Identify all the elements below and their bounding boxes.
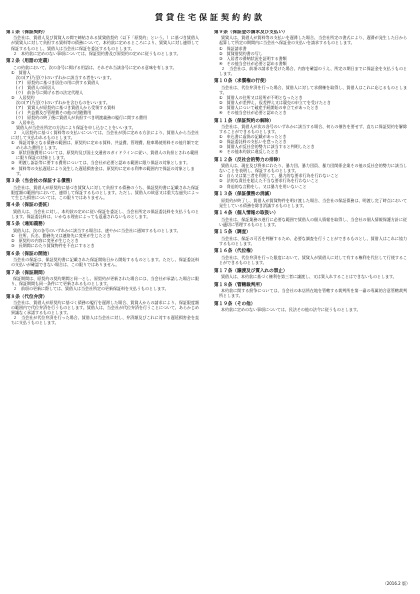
article-paragraph: 賃借人は、現在及び将来にわたり、暴力団、暴力団員、暴力団関係企業その他の反社会的勢力に該当しないことを表明し、保証するものとします。 xyxy=(219,163,407,174)
article-paragraph: 保証期間は、原契約の契約期間と同一とし、原契約が更新された場合には、当会社が承諾した場合に限り、保証期間も同一条件にて更新されるものとします。 xyxy=(11,276,199,287)
article-section xyxy=(6,295,199,326)
article-paragraph: この約款において、次の各号に掲げる用語は、それぞれ当該各号に定める意味を有します。 xyxy=(13,64,177,70)
article-item: ① 賃借人 xyxy=(11,69,31,75)
article-heading: 第１５条（調査） xyxy=(214,230,251,236)
article-item: ④ その他当会社が必要と認めたとき xyxy=(219,110,287,116)
article-paragraph: 当会社は、代位弁済を行った限度において、賃貸人が賃借人に対して有する権利を代位して行使することができるものとします。 xyxy=(219,254,407,265)
article-heading: 第１６条（代位権） xyxy=(214,249,256,255)
article-item: ① 住所、氏名、勤務先又は連絡先に変更が生じたとき xyxy=(11,232,111,238)
article-paragraph: ２ 本約款に定めのない事項については、保証契約書及び原契約の定めに従うものとします。 xyxy=(13,50,181,56)
article-section xyxy=(6,30,199,56)
article-heading: 第３条（当会社の保証する債務） xyxy=(6,179,75,185)
article-subitem: (ウ) 原契約の終了後に賃借人が負担すべき明渡義務の履行に関する費用 xyxy=(16,115,148,121)
article-subitem: 賃借人が当会社所定の方法により保証を申し込むことをいいます。 xyxy=(16,125,136,131)
article-paragraph: 賃借人は、次の各号のいずれかに該当する場合は、速やかに当会社に通知するものとします。 xyxy=(13,227,181,233)
article-subitem: (イ) 賃借人の同居人 xyxy=(16,84,56,90)
article-section xyxy=(214,269,407,279)
article-heading: 第６条（保証の開始） xyxy=(6,251,52,257)
article-item: ① 自ら又は第三者を利用して、暴力的な要求行為を行わないこと xyxy=(219,173,339,179)
article-item: ④ その他本約款に違反したとき xyxy=(219,149,279,155)
article-item: ① 保証請求書 xyxy=(219,45,247,51)
article-paragraph: 当会社の保証は、保証契約書に記載された保証開始日から開始するものとします。ただし、保証委託料の支払いが確認できない場合は、この限りではありません。 xyxy=(11,257,199,268)
article-paragraph: 本約款に定めのない事項については、民法その他の法令に従うものとします。 xyxy=(221,307,361,313)
article-subitem: 次の(ア)乃至(ウ)のいずれかに該当する者をいいます。 xyxy=(16,74,114,80)
article-heading: 第１３条（保証債務の消滅） xyxy=(214,192,274,198)
article-heading: 第７条（保証期間） xyxy=(6,270,48,276)
article-paragraph: 当会社は、保証の可否を判断するため、必要な調査を行うことができるものとし、賃借人はこれに協力するものとします。 xyxy=(219,235,407,246)
article-item: ① 賃借人の住所又は居所が不明となったとき xyxy=(219,94,303,100)
article-heading: 第１０条（求償権の行使） xyxy=(214,79,270,85)
article-heading: 第４条（保証の委託） xyxy=(6,203,52,209)
article-section xyxy=(6,179,199,200)
article-paragraph: 賃借人は、本約款に基づく権利を第三者に譲渡し、又は質入れすることはできないものとします。 xyxy=(221,273,397,279)
article-paragraph: 賃借人は、当会社に対し、本約款の定めに従い保証を委託し、当会社所定の保証委託料を支払うものとします。保証委託料は、いかなる理由によっても返還されないものとします。 xyxy=(11,208,199,219)
article-section xyxy=(214,302,407,312)
article-paragraph: ２ 当会社は、前項の請求を受けた場合、内容を確認のうえ、所定の期日までに保証金を支払うものとします。 xyxy=(219,65,407,76)
article-section xyxy=(214,158,407,189)
article-section xyxy=(214,283,407,299)
article-subitem: (ア) 賃貸人が原契約に基づき賃借人から受領する賃料 xyxy=(16,104,116,110)
article-paragraph: 原契約が終了し、賃借人が賃貸物件を明け渡した場合、当会社の保証債務は、明渡し完了時点において発生している債務を除き消滅するものとします。 xyxy=(219,197,407,208)
article-item: ② 法的な責任を超えた不当な要求行為を行わないこと xyxy=(219,178,319,184)
article-item: ① 申込書に虚偽の記載があったとき xyxy=(219,134,287,140)
article-paragraph: 当会社は、代位弁済を行った場合、賃借人に対して求償権を取得し、賃借人はこれに応じるものとします。 xyxy=(219,84,407,95)
article-item: ② 保証委託料の支払いを怠ったとき xyxy=(219,139,287,145)
right-column xyxy=(214,30,407,582)
article-paragraph: 当会社は、賃借人が原契約に基づく債務の履行を遅滞した場合、賃貸人からの請求により、保証限度額の範囲内で代位弁済を行うものとします。賃借人は、当会社が代位弁済を行うことについて、あらかじめ異議なく承諾するものとします。 xyxy=(11,300,199,316)
article-paragraph: 当会社は、保証業務の遂行に必要な範囲で賃借人の個人情報を取得し、当会社の個人情報保護方針に従い適切に管理するものとします。 xyxy=(219,216,407,227)
article-item: ② 原状回復費用については、原契約及び国土交通省のガイドラインに従い、賃借人の負担とされる範囲に限り保証の対象とします。 xyxy=(11,150,199,161)
article-item: ② 入居契約 xyxy=(11,94,35,100)
article-section xyxy=(214,30,407,76)
article-item: ③ 脅迫的な言動をし、又は暴力を用いないこと xyxy=(219,183,307,189)
article-item: ③ 賃借人について破産手続開始の申立てがあったとき xyxy=(219,104,319,110)
article-section xyxy=(6,222,199,248)
article-heading: 第１条（保証契約） xyxy=(6,30,48,35)
article-heading: 第１７条（譲渡及び質入れの禁止） xyxy=(214,268,288,274)
document-title: 賃貸住宅保証契約約款 xyxy=(155,13,265,22)
article-heading: 第１２条（反社会的勢力の排除） xyxy=(214,157,283,163)
article-heading: 第５条（通知義務） xyxy=(6,222,48,228)
article-section xyxy=(214,230,407,246)
article-heading: 第１１条（保証契約の解除） xyxy=(214,118,274,124)
article-section xyxy=(214,79,407,115)
article-item: ② 原契約の内容に変更が生じたとき xyxy=(11,237,79,243)
article-heading: 第１９条（その他） xyxy=(214,301,256,307)
article-item: ④ 賃料等の支払遅延により発生した遅延損害金は、原契約に定める利率の範囲内で保証の対象とします。 xyxy=(11,165,195,176)
article-subitem: 次の(ア)乃至(ウ)のいずれかを含むものをいいます。 xyxy=(16,99,110,105)
article-paragraph: ２ 当会社が代位弁済を行った場合、賃借人は当会社に対し、弁済額及びこれに対する遅延損害金を直ちに支払うものとします。 xyxy=(11,315,199,326)
article-subitem: (イ) 共益費及び管理費その他の付随費用 xyxy=(16,110,92,116)
article-item: ② 賃貸借契約書の写し xyxy=(219,50,263,56)
article-subitem: (ウ) 前各号に掲げる者の法定代理人 xyxy=(16,89,84,95)
article-heading: 第９条（保証金の請求及び支払い） xyxy=(214,30,288,35)
article-section xyxy=(214,211,407,227)
left-column xyxy=(6,30,199,582)
article-paragraph: 当会社は、賃借人及び賃貸人の間で締結される賃貸借契約（以下「原契約」という。）に基づき賃借人が賃貸人に対して負担する賃料等の債務について、本約款に定めるところにより、賃貸人に対し連帯して保証するものとし、賃借人は当会社に保証を委託するものとします。 xyxy=(11,35,199,51)
article-section xyxy=(6,203,199,219)
article-section xyxy=(6,271,199,292)
article-heading: 第８条（代位弁済） xyxy=(6,294,48,300)
article-section xyxy=(214,119,407,155)
article-heading: 第２条（用語の定義） xyxy=(6,59,52,65)
article-section xyxy=(6,59,199,175)
article-item: ② 賃借人が差押え、仮差押え又は競売の申立てを受けたとき xyxy=(219,99,331,105)
article-paragraph: 賃貸人は、賃借人が賃料等の支払いを遅滞した場合、当会社所定の書式により、遅滞が発生した日から起算して所定の期間内に当会社へ保証金の支払いを請求するものとします。 xyxy=(219,35,407,46)
article-section xyxy=(214,249,407,265)
article-item: ③ 賃借人が反社会的勢力に該当すると判明したとき xyxy=(219,144,315,150)
article-paragraph: 本約款に関する紛争については、当会社の本店所在地を管轄する裁判所を第一審の専属的合意管轄裁判所とします。 xyxy=(219,288,407,299)
article-paragraph: 当会社は、賃借人が次の各号のいずれかに該当する場合、何らの催告を要せず、直ちに保証契約を解除することができるものとします。 xyxy=(219,124,407,135)
article-item: ③ 明渡し訴訟等に要する費用については、当会社が必要と認める範囲に限り保証の対象とします。 xyxy=(11,160,191,166)
revision-date: （2016.2 版） xyxy=(382,581,410,586)
article-paragraph: 当会社は、賃借人が原契約に基づき賃貸人に対して負担する債務のうち、保証契約書に記載された保証限度額の範囲内において、連帯して保証するものとします。ただし、賃借人の故意又は重大な過失によって生じた損害については、この限りではありません。 xyxy=(11,184,199,200)
article-subitem: (ア) 原契約に基づき居住の用に供する賃借人 xyxy=(16,79,100,85)
article-paragraph: ２ 入居契約に基づく賃料等の支払いについては、当会社が別に定める方法により、賃借人から当会社に対して支払われるものとします。 xyxy=(11,130,199,141)
article-item: ③ 入居申込 xyxy=(11,120,35,126)
article-heading: 第１８条（管轄裁判所） xyxy=(214,282,265,288)
article-item: ④ その他当会社が必要と認める書類 xyxy=(219,60,287,66)
article-heading: 第１４条（個人情報の取扱い） xyxy=(214,211,279,217)
article-item: ③ 入居者の滞納状況を証明する書類 xyxy=(219,55,287,61)
article-section xyxy=(6,252,199,268)
article-item: ③ 長期間にわたり賃貸物件を不在にするとき xyxy=(11,243,95,248)
article-section xyxy=(214,192,407,208)
article-paragraph: ２ 前項の更新に際しては、賃借人は当会社所定の更新保証料を支払うものとします。 xyxy=(13,286,169,292)
article-item: ① 保証対象となる債務の範囲は、原契約に定める賃料、共益費、管理費、駐車場使用料その他月額で定められた費用とします。 xyxy=(11,140,199,151)
